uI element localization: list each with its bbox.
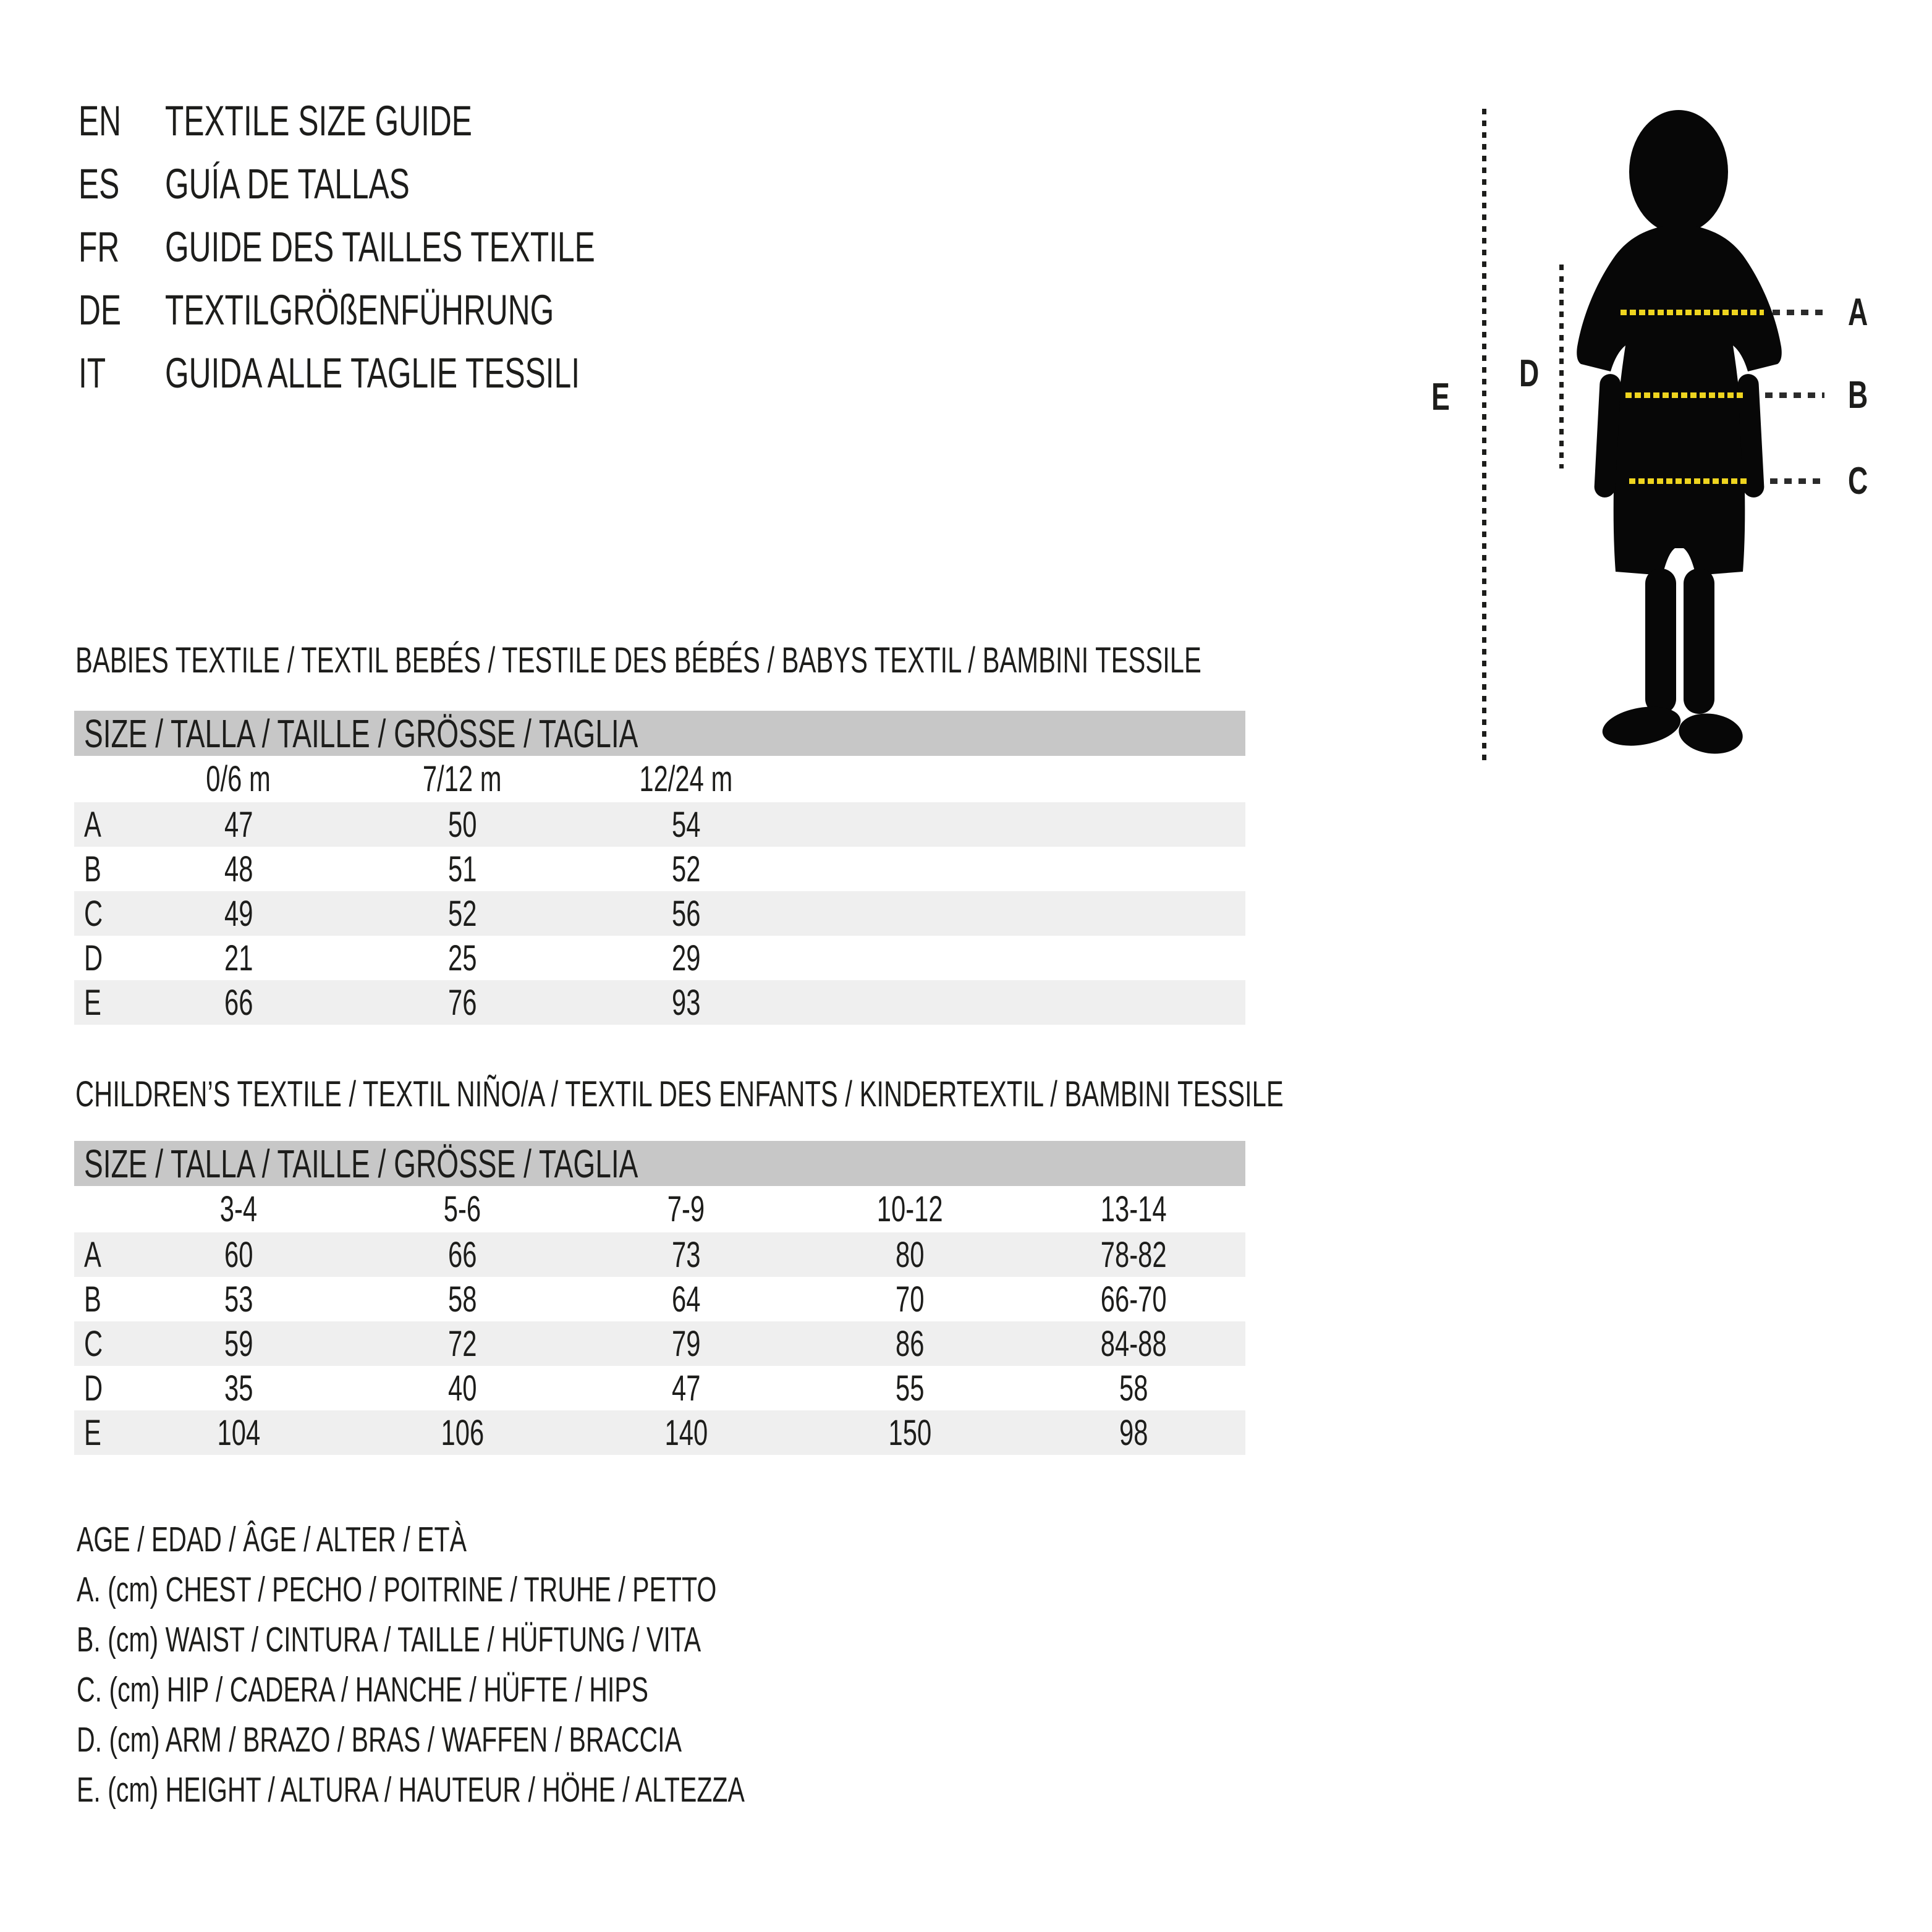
legend-height: E. (cm) HEIGHT / ALTURA / HAUTEUR / HÖHE / ALTEZZA xyxy=(77,1770,745,1810)
cell-value: 79 xyxy=(671,1323,701,1364)
babies-size-header-bar: SIZE / TALLA / TAILLE / GRÖSSE / TAGLIA xyxy=(74,711,1245,756)
cell-value: 50 xyxy=(447,804,477,845)
row-label: B xyxy=(84,1279,101,1320)
cell-value: 76 xyxy=(447,982,477,1023)
cell-value: 52 xyxy=(671,849,701,889)
legend-waist: B. (cm) WAIST / CINTURA / TAILLE / HÜFTUNG / VITA xyxy=(77,1620,701,1659)
waist-measure-line-yellow xyxy=(1625,392,1743,398)
hip-measure-line-yellow xyxy=(1629,478,1749,484)
language-row-it xyxy=(78,341,762,404)
cell-value: 140 xyxy=(664,1412,708,1453)
cell-value: 58 xyxy=(1119,1368,1148,1409)
legend-arm: D. (cm) ARM / BRAZO / BRAS / WAFFEN / BRACCIA xyxy=(77,1720,682,1760)
row-label: C xyxy=(84,893,103,934)
column-header: 3-4 xyxy=(219,1189,258,1229)
row-label: A xyxy=(84,804,101,845)
cell-value: 25 xyxy=(447,938,477,978)
language-code: DE xyxy=(78,286,122,334)
language-code: EN xyxy=(78,96,122,145)
language-title: GUÍA DE TALLAS xyxy=(165,159,410,208)
language-row-de xyxy=(78,278,762,341)
waist-measure-line-dashes xyxy=(1765,392,1824,398)
legend-chest: A. (cm) CHEST / PECHO / POITRINE / TRUHE / PETTO xyxy=(77,1570,717,1609)
cell-value: 80 xyxy=(895,1234,925,1275)
table-row xyxy=(74,847,1245,891)
legend-hip: C. (cm) HIP / CADERA / HANCHE / HÜFTE / HIPS xyxy=(77,1670,649,1710)
row-label: D xyxy=(84,938,103,978)
row-label: B xyxy=(84,849,101,889)
language-code: FR xyxy=(78,222,120,271)
row-label: E xyxy=(84,1412,101,1453)
language-title: GUIDA ALLE TAGLIE TESSILI xyxy=(165,349,580,397)
row-label: E xyxy=(84,982,101,1023)
cell-value: 21 xyxy=(224,938,253,978)
cell-value: 66 xyxy=(447,1234,477,1275)
cell-value: 98 xyxy=(1119,1412,1148,1453)
cell-value: 64 xyxy=(671,1279,701,1320)
column-header: 0/6 m xyxy=(206,759,271,799)
cell-value: 53 xyxy=(224,1279,253,1320)
cell-value: 70 xyxy=(895,1279,925,1320)
cell-value: 40 xyxy=(447,1368,477,1409)
cell-value: 29 xyxy=(671,938,701,978)
measure-label-c: C xyxy=(1848,460,1868,502)
cell-value: 35 xyxy=(224,1368,253,1409)
cell-value: 49 xyxy=(224,893,253,934)
language-title: TEXTILGRÖßENFÜHRUNG xyxy=(165,286,554,334)
legend-age: AGE / EDAD / ÂGE / ALTER / ETÀ xyxy=(77,1520,467,1559)
row-label: C xyxy=(84,1323,103,1364)
table-row xyxy=(74,1366,1245,1410)
cell-value: 104 xyxy=(217,1412,260,1453)
cell-value: 73 xyxy=(671,1234,701,1275)
language-code: IT xyxy=(78,349,106,397)
column-header: 7/12 m xyxy=(423,759,502,799)
measurement-legend xyxy=(77,1515,1004,1815)
cell-value: 47 xyxy=(671,1368,701,1409)
table-row xyxy=(74,1321,1245,1366)
babies-column-header-row xyxy=(74,756,1245,802)
children-column-header-row xyxy=(74,1186,1245,1232)
table-row xyxy=(74,891,1245,936)
measure-label-a: A xyxy=(1848,291,1868,334)
children-size-header-bar: SIZE / TALLA / TAILLE / GRÖSSE / TAGLIA xyxy=(74,1141,1245,1186)
language-title: GUIDE DES TAILLES TEXTILE xyxy=(165,222,595,271)
table-row xyxy=(74,936,1245,980)
row-label: D xyxy=(84,1368,103,1409)
column-header: 5-6 xyxy=(443,1189,481,1229)
language-title: TEXTILE SIZE GUIDE xyxy=(165,96,472,145)
cell-value: 66 xyxy=(224,982,253,1023)
chest-measure-line-yellow xyxy=(1621,310,1764,315)
column-header: 13-14 xyxy=(1100,1189,1167,1229)
babies-size-table xyxy=(74,756,1245,1025)
cell-value: 55 xyxy=(895,1368,925,1409)
cell-value: 48 xyxy=(224,849,253,889)
language-row-fr xyxy=(78,215,762,278)
children-size-table xyxy=(74,1186,1245,1455)
chest-measure-line-dashes xyxy=(1773,310,1824,315)
cell-value: 59 xyxy=(224,1323,253,1364)
table-row xyxy=(74,802,1245,847)
language-row-en xyxy=(78,89,762,152)
cell-value: 84-88 xyxy=(1100,1323,1167,1364)
cell-value: 54 xyxy=(671,804,701,845)
arm-measure-line-d xyxy=(1559,265,1564,468)
cell-value: 93 xyxy=(671,982,701,1023)
cell-value: 56 xyxy=(671,893,701,934)
table-row xyxy=(74,1277,1245,1321)
column-header: 12/24 m xyxy=(639,759,733,799)
cell-value: 47 xyxy=(224,804,253,845)
children-section-heading: CHILDREN’S TEXTILE / TEXTIL NIÑO/A / TEXTIL DES ENFANTS / KINDERTEXTIL / BAMBINI TESSILE xyxy=(75,1074,1284,1114)
table-row xyxy=(74,1232,1245,1277)
cell-value: 72 xyxy=(447,1323,477,1364)
cell-value: 52 xyxy=(447,893,477,934)
measure-label-d: D xyxy=(1519,352,1540,395)
cell-value: 150 xyxy=(888,1412,931,1453)
cell-value: 106 xyxy=(441,1412,484,1453)
row-label: A xyxy=(84,1234,101,1275)
measure-label-e: E xyxy=(1431,376,1450,418)
column-header: 7-9 xyxy=(667,1189,705,1229)
cell-value: 86 xyxy=(895,1323,925,1364)
column-header: 10-12 xyxy=(876,1189,943,1229)
cell-value: 78-82 xyxy=(1100,1234,1167,1275)
babies-section-heading: BABIES TEXTILE / TEXTIL BEBÉS / TESTILE DES BÉBÉS / BABYS TEXTIL / BAMBINI TESSILE xyxy=(75,640,1201,680)
language-row-es xyxy=(78,152,762,215)
table-row xyxy=(74,1410,1245,1455)
hip-measure-line-dashes xyxy=(1770,478,1824,484)
cell-value: 58 xyxy=(447,1279,477,1320)
cell-value: 60 xyxy=(224,1234,253,1275)
language-code: ES xyxy=(78,159,120,208)
cell-value: 66-70 xyxy=(1100,1279,1167,1320)
measure-label-b: B xyxy=(1848,374,1868,417)
table-row xyxy=(74,980,1245,1025)
language-title-list xyxy=(78,89,762,404)
cell-value: 51 xyxy=(447,849,477,889)
